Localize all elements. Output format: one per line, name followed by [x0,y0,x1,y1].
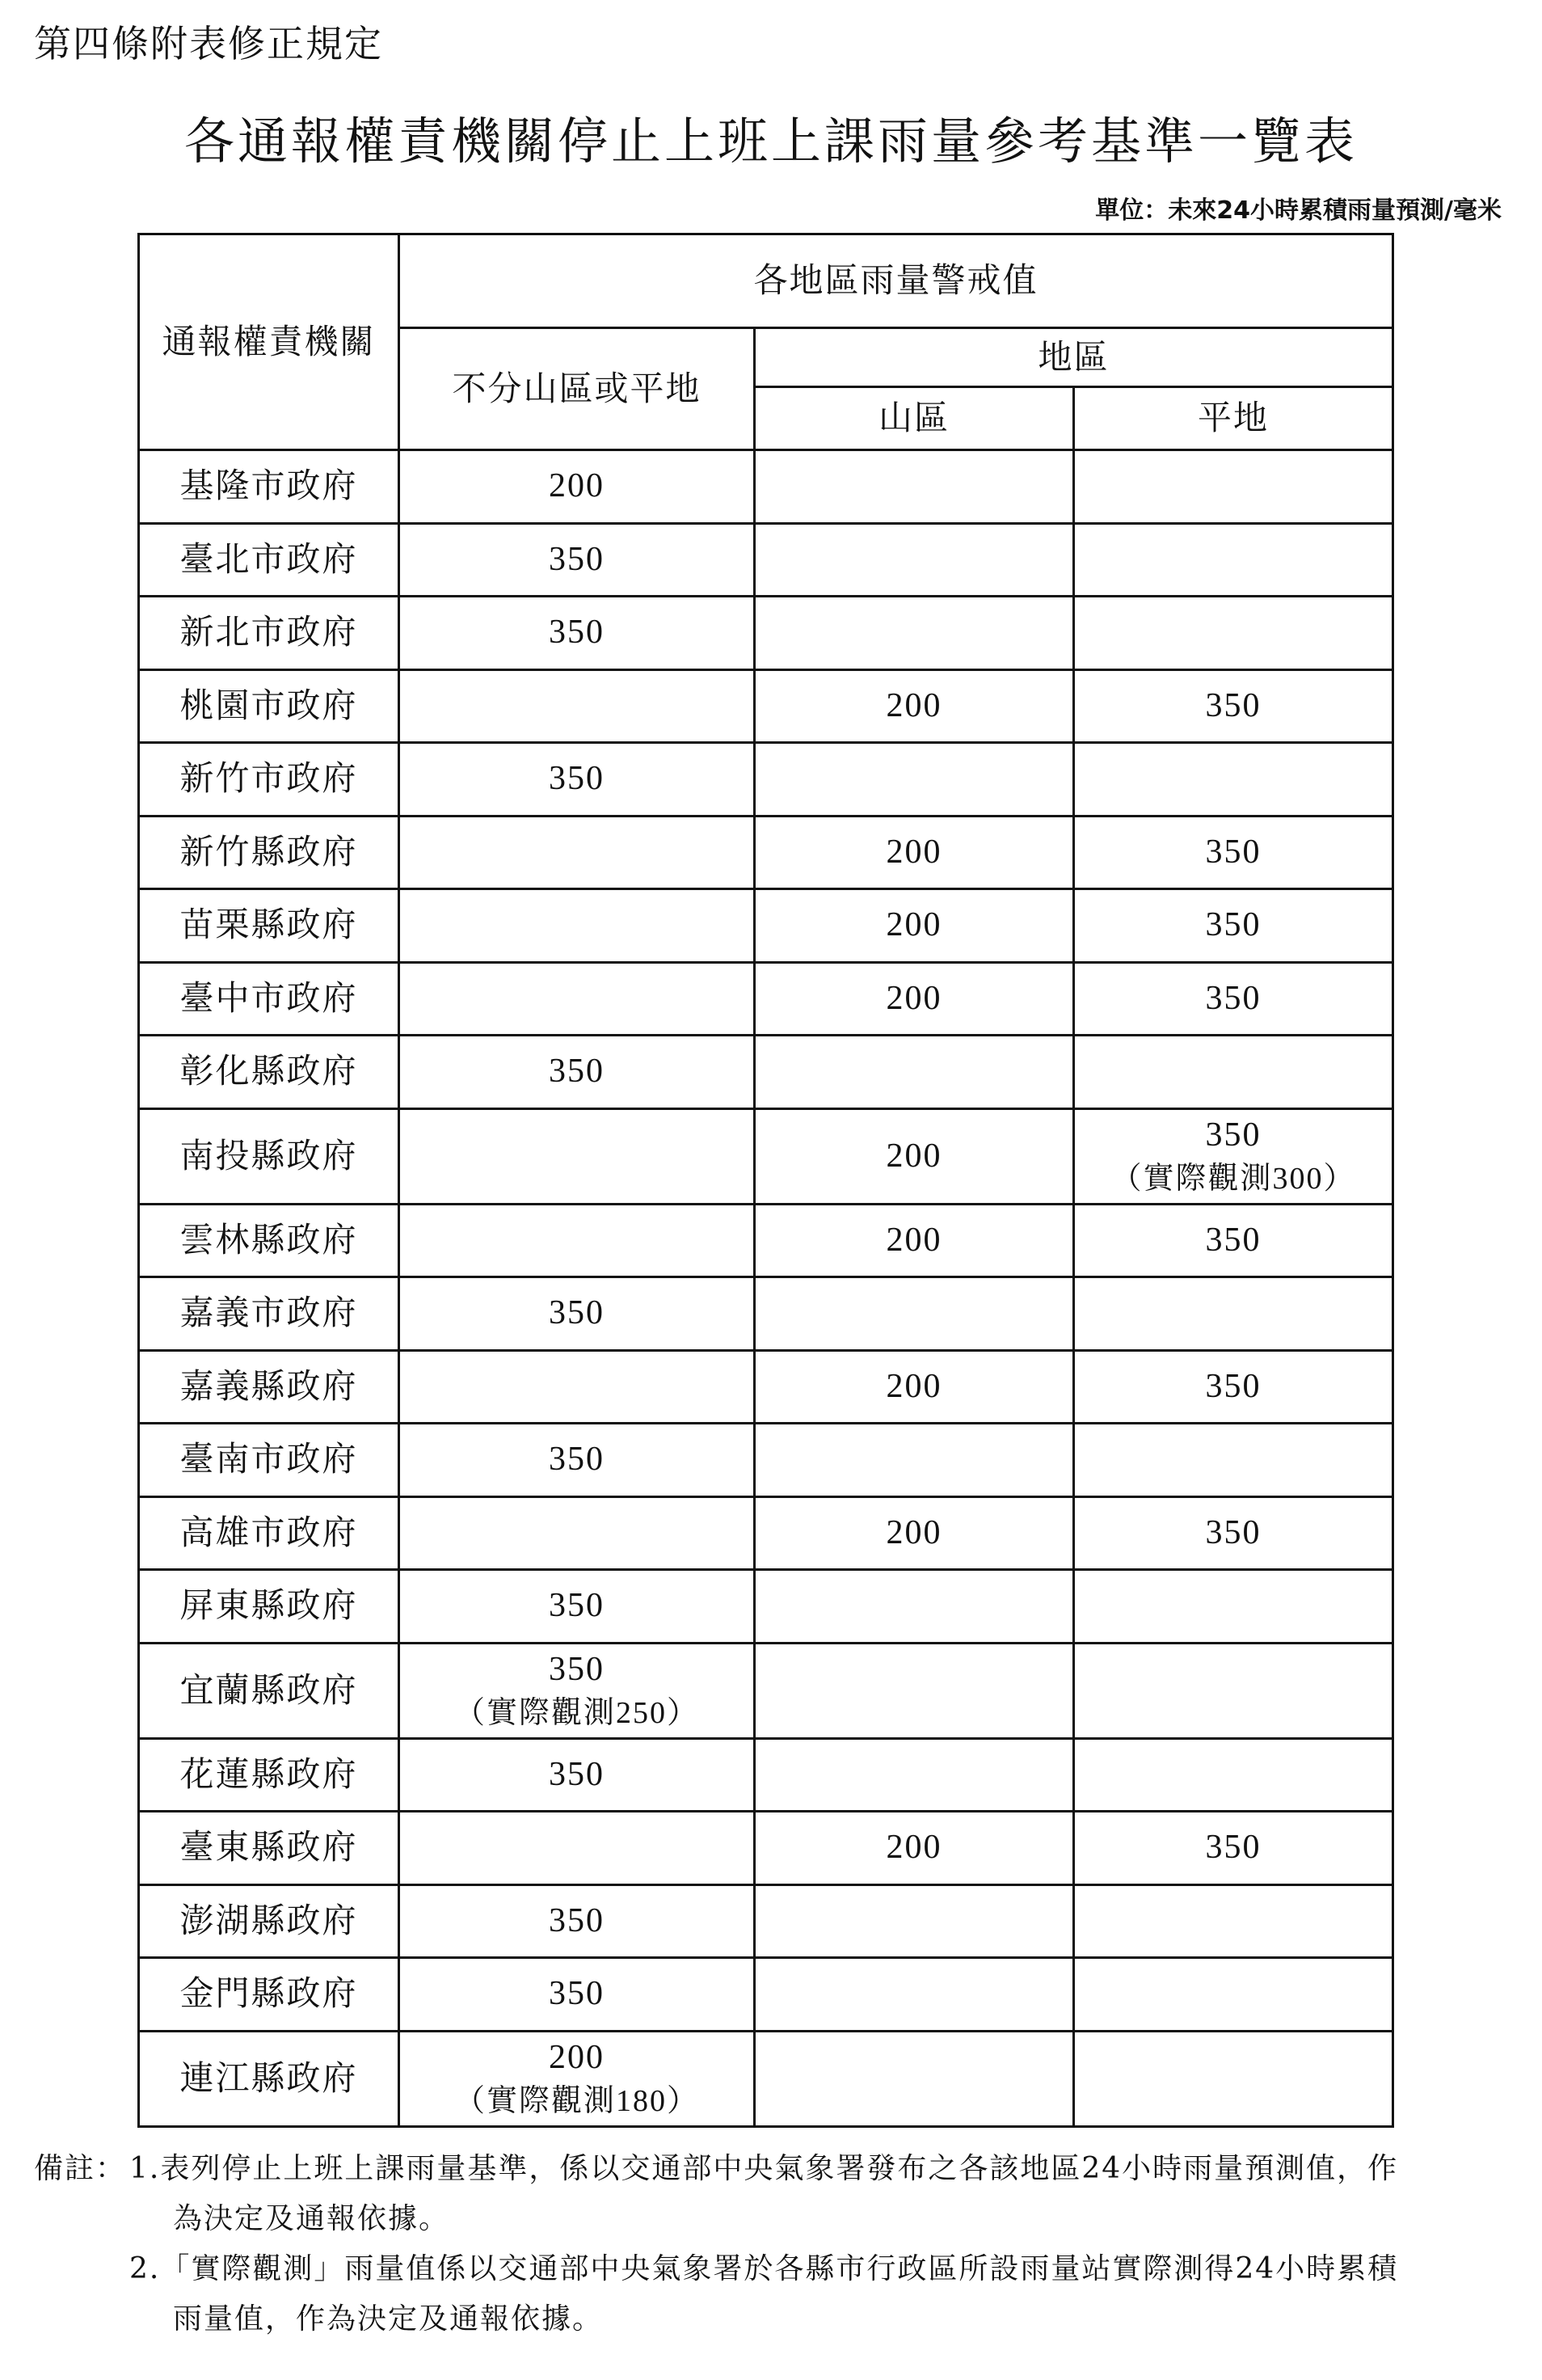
mountain-cell [755,2031,1074,2126]
authority-cell: 桃園市政府 [139,669,399,743]
mountain-cell [755,523,1074,597]
authority-cell: 臺北市政府 [139,523,399,597]
no-distinction-cell-value: 350 [549,1441,605,1479]
no-distinction-cell [399,962,755,1036]
authority-cell: 南投縣政府 [139,1108,399,1204]
plain-cell [1074,889,1393,963]
authority-cell: 臺南市政府 [139,1424,399,1497]
no-distinction-cell [399,669,755,743]
table-row [139,450,1393,524]
table-row [139,1204,1393,1277]
note-1-continuation: 為決定及通報依據。 [173,2202,450,2235]
table-row [139,1958,1393,2032]
no-distinction-cell-value: 200 [549,467,605,505]
plain-cell-value: 350 [1205,1221,1262,1259]
no-distinction-cell-observed-value: （實際觀測180） [453,2083,699,2118]
no-distinction-cell-value: 200 [549,2039,605,2076]
mountain-cell-value: 200 [886,833,942,871]
header-plain: 平地 [1074,387,1393,450]
no-distinction-cell-value: 350 [549,540,605,578]
no-distinction-cell-value: 350 [549,1651,605,1688]
authority-cell: 花蓮縣政府 [139,1738,399,1812]
mountain-cell-value: 200 [886,1829,942,1867]
mountain-cell [755,816,1074,889]
authority-cell: 彰化縣政府 [139,1036,399,1109]
plain-cell [1074,816,1393,889]
table-row [139,1424,1393,1497]
mountain-cell [755,1570,1074,1644]
authority-cell: 宜蘭縣政府 [139,1643,399,1738]
plain-cell [1074,523,1393,597]
no-distinction-cell [399,1884,755,1958]
mountain-cell-value: 200 [886,1221,942,1259]
table-row [139,962,1393,1036]
no-distinction-cell-value: 350 [549,1053,605,1091]
note-1-text: 表列停止上班上課雨量基準，係以交通部中央氣象署發布之各該地區24小時雨量預測值，作 [160,2152,1399,2185]
table-row [139,1812,1393,1885]
note-2-continuation: 雨量值，作為決定及通報依據。 [173,2302,604,2336]
no-distinction-cell [399,816,755,889]
note-2-line-2 [34,2294,1505,2344]
plain-cell-value: 350 [1205,1829,1262,1867]
no-distinction-cell [399,523,755,597]
mountain-cell-value: 200 [886,1367,942,1405]
authority-cell: 基隆市政府 [139,450,399,524]
no-distinction-cell [399,1570,755,1644]
table-row [139,1108,1393,1204]
plain-cell-value: 350 [1205,1116,1262,1154]
no-distinction-cell-value: 350 [549,1294,605,1332]
plain-cell-value: 350 [1205,686,1262,724]
note-2-text: 「實際觀測」雨量值係以交通部中央氣象署於各縣市行政區所設雨量站實際測得24小時累積 [160,2252,1399,2285]
no-distinction-cell-value: 350 [549,760,605,798]
no-distinction-cell [399,1204,755,1277]
plain-cell-value: 350 [1205,906,1262,944]
no-distinction-cell [399,889,755,963]
plain-cell [1074,743,1393,817]
header-warning-values: 各地區雨量警戒值 [399,234,1393,328]
no-distinction-cell [399,1812,755,1885]
header-mountain: 山區 [755,387,1074,450]
table-row [139,743,1393,817]
rainfall-table [137,233,1394,2128]
plain-cell [1074,597,1393,670]
plain-cell [1074,1350,1393,1424]
header-no-distinction: 不分山區或平地 [399,328,755,450]
mountain-cell [755,1350,1074,1424]
no-distinction-cell [399,450,755,524]
header-area: 地區 [755,328,1393,387]
no-distinction-cell-value: 350 [549,1975,605,2013]
no-distinction-cell [399,597,755,670]
mountain-cell [755,743,1074,817]
no-distinction-cell [399,1496,755,1570]
mountain-cell [755,1204,1074,1277]
plain-cell-value: 350 [1205,979,1262,1017]
no-distinction-cell-value: 350 [549,1587,605,1625]
authority-cell: 新竹市政府 [139,743,399,817]
note-1-line-1 [34,2144,1505,2194]
plain-cell [1074,2031,1393,2126]
authority-cell: 雲林縣政府 [139,1204,399,1277]
mountain-cell [755,597,1074,670]
note-1-line-2 [34,2194,1505,2244]
table-row [139,889,1393,963]
mountain-cell [755,1812,1074,1885]
authority-cell: 金門縣政府 [139,1958,399,2032]
no-distinction-cell [399,2031,755,2126]
authority-cell: 苗栗縣政府 [139,889,399,963]
authority-cell: 臺中市政府 [139,962,399,1036]
authority-cell: 澎湖縣政府 [139,1884,399,1958]
plain-cell [1074,1812,1393,1885]
no-distinction-cell-value: 350 [549,1901,605,1939]
mountain-cell [755,1108,1074,1204]
table-row [139,1643,1393,1738]
table-row [139,1350,1393,1424]
mountain-cell [755,962,1074,1036]
note-1-number: 1. [129,2152,161,2185]
table-body [139,450,1393,2127]
plain-cell [1074,1884,1393,1958]
mountain-cell [755,450,1074,524]
authority-cell: 臺東縣政府 [139,1812,399,1885]
no-distinction-cell [399,1958,755,2032]
authority-cell: 屏東縣政府 [139,1570,399,1644]
authority-cell: 嘉義市政府 [139,1277,399,1351]
mountain-cell-value: 200 [886,1137,942,1175]
unit-note: 單位：未來24小時累積雨量預測/毫米 [1095,196,1502,225]
table-row [139,597,1393,670]
no-distinction-cell-observed-value: （實際觀測250） [453,1695,699,1730]
document-title: 各通報權責機關停止上班上課雨量參考基準一覽表 [183,112,1358,171]
table-row [139,523,1393,597]
mountain-cell-value: 200 [886,686,942,724]
no-distinction-cell [399,743,755,817]
notes [34,2144,1505,2344]
note-2-number: 2. [129,2252,161,2285]
mountain-cell [755,889,1074,963]
mountain-cell [755,1884,1074,1958]
table-row [139,816,1393,889]
table-row [139,1570,1393,1644]
mountain-cell [755,1738,1074,1812]
authority-cell: 新北市政府 [139,597,399,670]
plain-cell [1074,1108,1393,1204]
plain-cell [1074,1958,1393,2032]
plain-cell [1074,1424,1393,1497]
plain-cell-value: 350 [1205,1367,1262,1405]
table-row [139,1884,1393,1958]
no-distinction-cell [399,1036,755,1109]
no-distinction-cell [399,1643,755,1738]
plain-cell [1074,962,1393,1036]
table-row [139,669,1393,743]
authority-cell: 高雄市政府 [139,1496,399,1570]
plain-cell [1074,450,1393,524]
table-row [139,1738,1393,1812]
mountain-cell [755,1643,1074,1738]
no-distinction-cell [399,1738,755,1812]
plain-cell [1074,669,1393,743]
table-row [139,2031,1393,2126]
mountain-cell [755,1496,1074,1570]
mountain-cell [755,1424,1074,1497]
plain-cell [1074,1570,1393,1644]
plain-cell-observed-value: （實際觀測300） [1110,1161,1356,1196]
mountain-cell-value: 200 [886,906,942,944]
no-distinction-cell [399,1350,755,1424]
notes-label: 備註： [34,2152,127,2185]
header-authority: 通報權責機關 [139,234,399,450]
plain-cell-value: 350 [1205,833,1262,871]
authority-cell: 新竹縣政府 [139,816,399,889]
plain-cell [1074,1496,1393,1570]
no-distinction-cell-value: 350 [549,614,605,652]
plain-cell [1074,1036,1393,1109]
plain-cell [1074,1738,1393,1812]
table-row [139,1036,1393,1109]
no-distinction-cell [399,1277,755,1351]
table-row [139,1496,1393,1570]
no-distinction-cell [399,1108,755,1204]
mountain-cell-value: 200 [886,979,942,1017]
plain-cell [1074,1643,1393,1738]
plain-cell [1074,1277,1393,1351]
no-distinction-cell-value: 350 [549,1755,605,1793]
note-2-line-1 [34,2244,1505,2294]
mountain-cell [755,1277,1074,1351]
authority-cell: 連江縣政府 [139,2031,399,2126]
section-heading: 第四條附表修正規定 [34,22,383,65]
no-distinction-cell [399,1424,755,1497]
authority-cell: 嘉義縣政府 [139,1350,399,1424]
mountain-cell-value: 200 [886,1513,942,1551]
mountain-cell [755,669,1074,743]
mountain-cell [755,1036,1074,1109]
plain-cell-value: 350 [1205,1513,1262,1551]
mountain-cell [755,1958,1074,2032]
table-row [139,1277,1393,1351]
plain-cell [1074,1204,1393,1277]
